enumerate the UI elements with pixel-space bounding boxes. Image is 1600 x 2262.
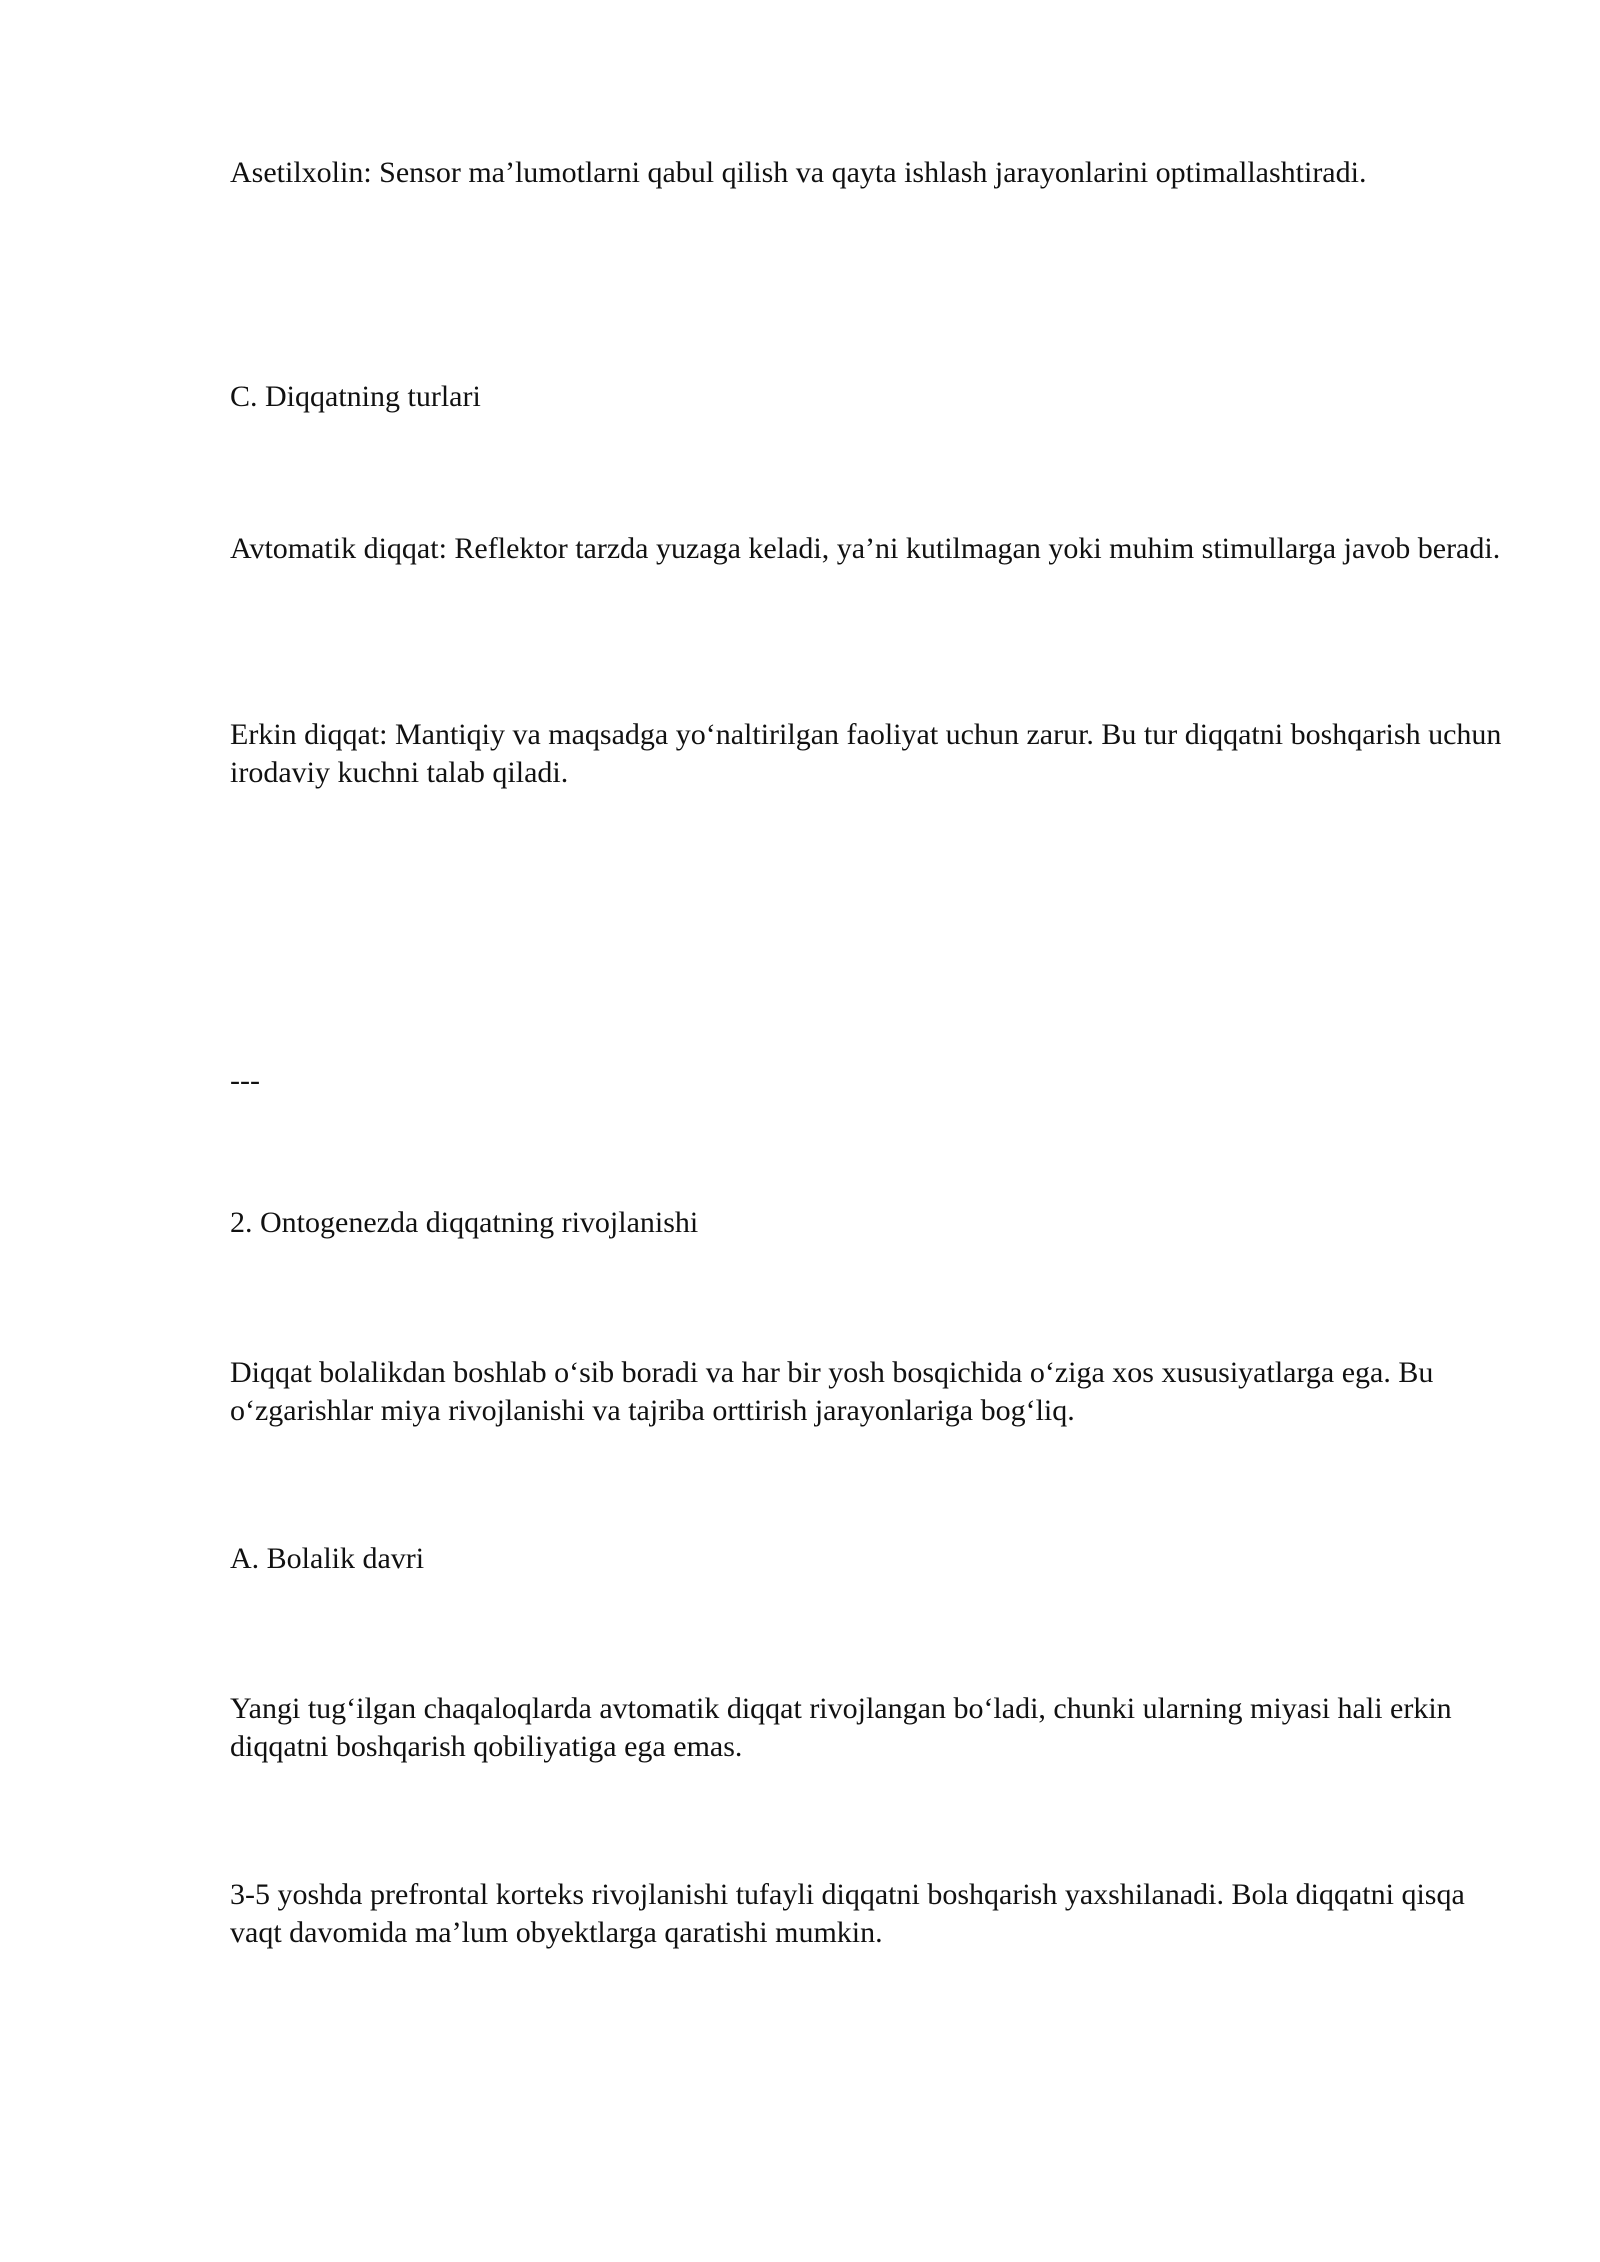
paragraph-automatic-attention: Avtomatik diqqat: Reflektor tarzda yuzaga keladi, ya’ni kutilmagan yoki muhim stimullarga javob beradi. xyxy=(230,532,1501,565)
separator: --- xyxy=(230,1064,260,1097)
paragraph-voluntary-attention: Erkin diqqat: Mantiqiy va maqsadga yo‘naltirilgan faoliyat uchun zarur. Bu tur diqqatni boshqarish uchun irodaviy kuchni talab qiladi. xyxy=(230,718,1502,789)
section-heading-ontogenesis: 2. Ontogenezda diqqatning rivojlanishi xyxy=(230,1206,699,1239)
paragraph-development-intro: Diqqat bolalikdan boshlab o‘sib boradi va har bir yosh bosqichida o‘ziga xos xususiyatlarga ega. Bu o‘zgarishlar miya rivojlanishi va tajriba orttirish jarayonlariga bog‘liq. xyxy=(230,1356,1434,1427)
paragraph-newborns: Yangi tug‘ilgan chaqaloqlarda avtomatik diqqat rivojlangan bo‘ladi, chunki ularning miyasi hali erkin diqqatni boshqarish qobiliyatiga ega emas. xyxy=(230,1692,1452,1763)
section-heading-childhood: A. Bolalik davri xyxy=(230,1542,425,1575)
paragraph-acetylcholine: Asetilxolin: Sensor ma’lumotlarni qabul qilish va qayta ishlash jarayonlarini optimallashtiradi. xyxy=(230,156,1367,189)
paragraph-age-3-5: 3-5 yoshda prefrontal korteks rivojlanishi tufayli diqqatni boshqarish yaxshilanadi. Bola diqqatni qisqa vaqt davomida ma’lum obyektlarga qaratishi mumkin. xyxy=(230,1878,1465,1949)
section-heading-attention-types: C. Diqqatning turlari xyxy=(230,380,481,413)
